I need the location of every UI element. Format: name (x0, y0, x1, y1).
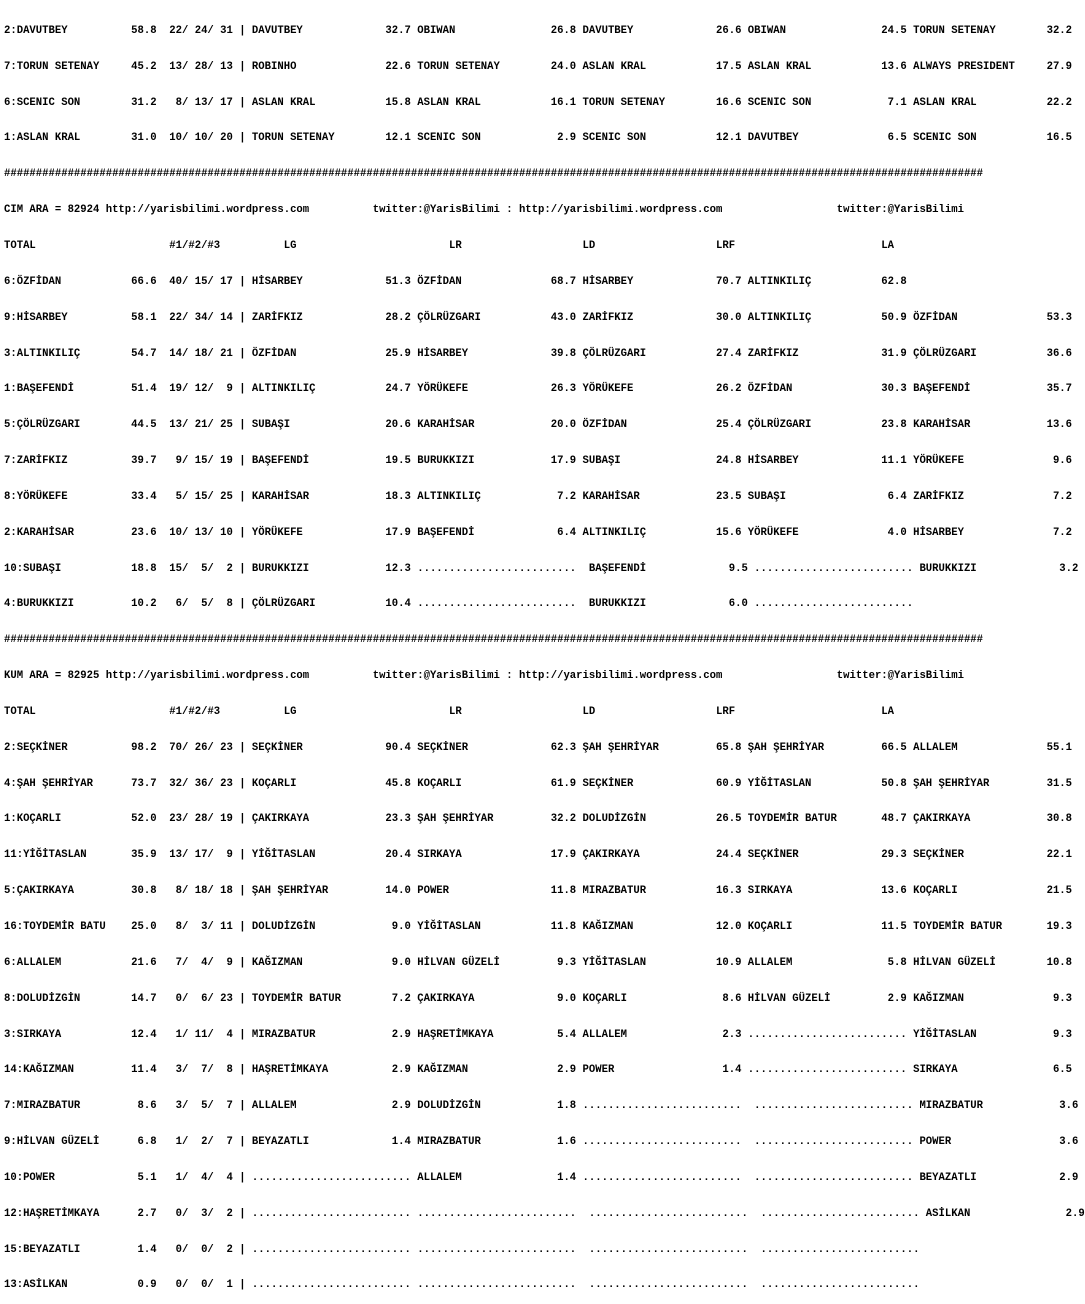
result-line: 5:ÇAKIRKAYA 30.8 8/ 18/ 18 | ŞAH ŞEHRİYAR 14.0 POWER 11.8 MIRAZBATUR 16.3 SIRKAYA 13.6 KOÇARLI 21.5 (4, 885, 1073, 898)
result-line: 13:ASİLKAN 0.9 0/ 0/ 1 | ......................... ......................... ......................... ......................... (4, 1279, 920, 1292)
result-line: 3:ALTINKILIÇ 54.7 14/ 18/ 21 | ÖZFİDAN 25.9 HİSARBEY 39.8 ÇÖLRÜZGARI 27.4 ZARİFKIZ 31.9 ÇÖLRÜZGARI 36.6 (4, 347, 1073, 360)
result-line: 2:KARAHİSAR 23.6 10/ 13/ 10 | YÖRÜKEFE 17.9 BAŞEFENDİ 6.4 ALTINKILIÇ 15.6 YÖRÜKEFE 4.0 HİSARBEY 7.2 (4, 526, 1073, 539)
result-line: 6:ALLALEM 21.6 7/ 4/ 9 | KAĞIZMAN 9.0 HİLVAN GÜZELİ 9.3 YİĞİTASLAN 10.9 ALLALEM 5.8 HİLVAN GÜZELİ 10.8 (4, 956, 1073, 969)
result-line: 7:TORUN SETENAY 45.2 13/ 28/ 13 | ROBINHO 22.6 TORUN SETENAY 24.0 ASLAN KRAL 17.5 ASLAN KRAL 13.6 ALWAYS PRESIDENT 27.9 (4, 60, 1073, 73)
result-line: 4:BURUKKIZI 10.2 6/ 5/ 8 | ÇÖLRÜZGARI 10.4 ......................... BURUKKIZI 6.0 ......................... (4, 598, 914, 611)
race-results-sheet (4, 2, 1085, 1304)
result-line: 7:MIRAZBATUR 8.6 3/ 5/ 7 | ALLALEM 2.9 DOLUDİZGİN 1.8 ......................... ......................... MIRAZBATUR 3.6 (4, 1100, 1079, 1113)
result-line: 10:POWER 5.1 1/ 4/ 4 | ......................... ALLALEM 1.4 ......................... ......................... BEYAZATLI 2.9 (4, 1171, 1079, 1184)
result-line: 1:BAŞEFENDİ 51.4 19/ 12/ 9 | ALTINKILIÇ 24.7 YÖRÜKEFE 26.3 YÖRÜKEFE 26.2 ÖZFİDAN 30.3 BAŞEFENDİ 35.7 (4, 383, 1073, 396)
result-line: 10:SUBAŞI 18.8 15/ 5/ 2 | BURUKKIZI 12.3 ......................... BAŞEFENDİ 9.5 ......................... BURUKKIZI 3.2 (4, 562, 1079, 575)
result-line: 9:HİSARBEY 58.1 22/ 34/ 14 | ZARİFKIZ 28.2 ÇÖLRÜZGARI 43.0 ZARİFKIZ 30.0 ALTINKILIÇ 50.9 ÖZFİDAN 53.3 (4, 311, 1073, 324)
result-line: 16:TOYDEMİR BATU 25.0 8/ 3/ 11 | DOLUDİZGİN 9.0 YİĞİTASLAN 11.8 KAĞIZMAN 12.0 KOÇARLI 11.5 TOYDEMİR BATUR 19.3 (4, 921, 1073, 933)
column-headers: TOTAL #1/#2/#3 LG LR LD LRF LA (4, 239, 895, 252)
result-line: 8:YÖRÜKEFE 33.4 5/ 15/ 25 | KARAHİSAR 18.3 ALTINKILIÇ 7.2 KARAHİSAR 23.5 SUBAŞI 6.4 ZARİFKIZ 7.2 (4, 490, 1073, 503)
section-header-cim: CIM ARA = 82924 http://yarisbilimi.wordpress.com twitter:@YarisBilimi : http://yarisbilimi.wordpress.com twitter:@YarisBilimi (4, 204, 964, 217)
result-line: 3:SIRKAYA 12.4 1/ 11/ 4 | MIRAZBATUR 2.9 HAŞRETİMKAYA 5.4 ALLALEM 2.3 ......................... YİĞİTASLAN 9.3 (4, 1028, 1073, 1041)
result-line: 6:SCENIC SON 31.2 8/ 13/ 17 | ASLAN KRAL 15.8 ASLAN KRAL 16.1 TORUN SETENAY 16.6 SCENIC SON 7.1 ASLAN KRAL 22.2 (4, 96, 1073, 109)
result-line: 12:HAŞRETİMKAYA 2.7 0/ 3/ 2 | ......................... ......................... ......................... ......................... ASİLKAN 2.9 (4, 1207, 1085, 1220)
result-line: 14:KAĞIZMAN 11.4 3/ 7/ 8 | HAŞRETİMKAYA 2.9 KAĞIZMAN 2.9 POWER 1.4 ......................... SIRKAYA 6.5 (4, 1064, 1073, 1077)
result-line: 2:SEÇKİNER 98.2 70/ 26/ 23 | SEÇKİNER 90.4 SEÇKİNER 62.3 ŞAH ŞEHRİYAR 65.8 ŞAH ŞEHRİYAR 66.5 ALLALEM 55.1 (4, 741, 1073, 754)
result-line: 2:DAVUTBEY 58.8 22/ 24/ 31 | DAVUTBEY 32.7 OBIWAN 26.8 DAVUTBEY 26.6 OBIWAN 24.5 TORUN SETENAY 32.2 (4, 24, 1073, 37)
result-line: 1:KOÇARLI 52.0 23/ 28/ 19 | ÇAKIRKAYA 23.3 ŞAH ŞEHRİYAR 32.2 DOLUDİZGİN 26.5 TOYDEMİR BATUR 48.7 ÇAKIRKAYA 30.8 (4, 813, 1073, 826)
separator-line: ########################################################################################################################################################## (4, 634, 984, 647)
column-headers: TOTAL #1/#2/#3 LG LR LD LRF LA (4, 705, 895, 718)
result-line: 7:ZARİFKIZ 39.7 9/ 15/ 19 | BAŞEFENDİ 19.5 BURUKKIZI 17.9 SUBAŞI 24.8 HİSARBEY 11.1 YÖRÜKEFE 9.6 (4, 455, 1073, 468)
result-line: 1:ASLAN KRAL 31.0 10/ 10/ 20 | TORUN SETENAY 12.1 SCENIC SON 2.9 SCENIC SON 12.1 DAVUTBEY 6.5 SCENIC SON 16.5 (4, 132, 1073, 145)
result-line: 8:DOLUDİZGİN 14.7 0/ 6/ 23 | TOYDEMİR BATUR 7.2 ÇAKIRKAYA 9.0 KOÇARLI 8.6 HİLVAN GÜZELİ 2.9 KAĞIZMAN 9.3 (4, 992, 1073, 1005)
result-line: 9:HİLVAN GÜZELİ 6.8 1/ 2/ 7 | BEYAZATLI 1.4 MIRAZBATUR 1.6 ......................... ......................... POWER 3.6 (4, 1136, 1079, 1149)
result-line: 5:ÇÖLRÜZGARI 44.5 13/ 21/ 25 | SUBAŞI 20.6 KARAHİSAR 20.0 ÖZFİDAN 25.4 ÇÖLRÜZGARI 23.8 KARAHİSAR 13.6 (4, 419, 1073, 432)
result-line: 11:YİĞİTASLAN 35.9 13/ 17/ 9 | YİĞİTASLAN 20.4 SIRKAYA 17.9 ÇAKIRKAYA 24.4 SEÇKİNER 29.3 SEÇKİNER 22.1 (4, 849, 1073, 862)
result-line: 6:ÖZFİDAN 66.6 40/ 15/ 17 | HİSARBEY 51.3 ÖZFİDAN 68.7 HİSARBEY 70.7 ALTINKILIÇ 62.8 (4, 275, 907, 288)
result-line: 15:BEYAZATLI 1.4 0/ 0/ 2 | ......................... ......................... ......................... ......................... (4, 1243, 920, 1256)
result-line: 4:ŞAH ŞEHRİYAR 73.7 32/ 36/ 23 | KOÇARLI 45.8 KOÇARLI 61.9 SEÇKİNER 60.9 YİĞİTASLAN 50.8 ŞAH ŞEHRİYAR 31.5 (4, 777, 1073, 790)
section-header-kum: KUM ARA = 82925 http://yarisbilimi.wordpress.com twitter:@YarisBilimi : http://yarisbilimi.wordpress.com twitter:@YarisBilimi (4, 670, 964, 683)
separator-line: ########################################################################################################################################################## (4, 168, 984, 181)
